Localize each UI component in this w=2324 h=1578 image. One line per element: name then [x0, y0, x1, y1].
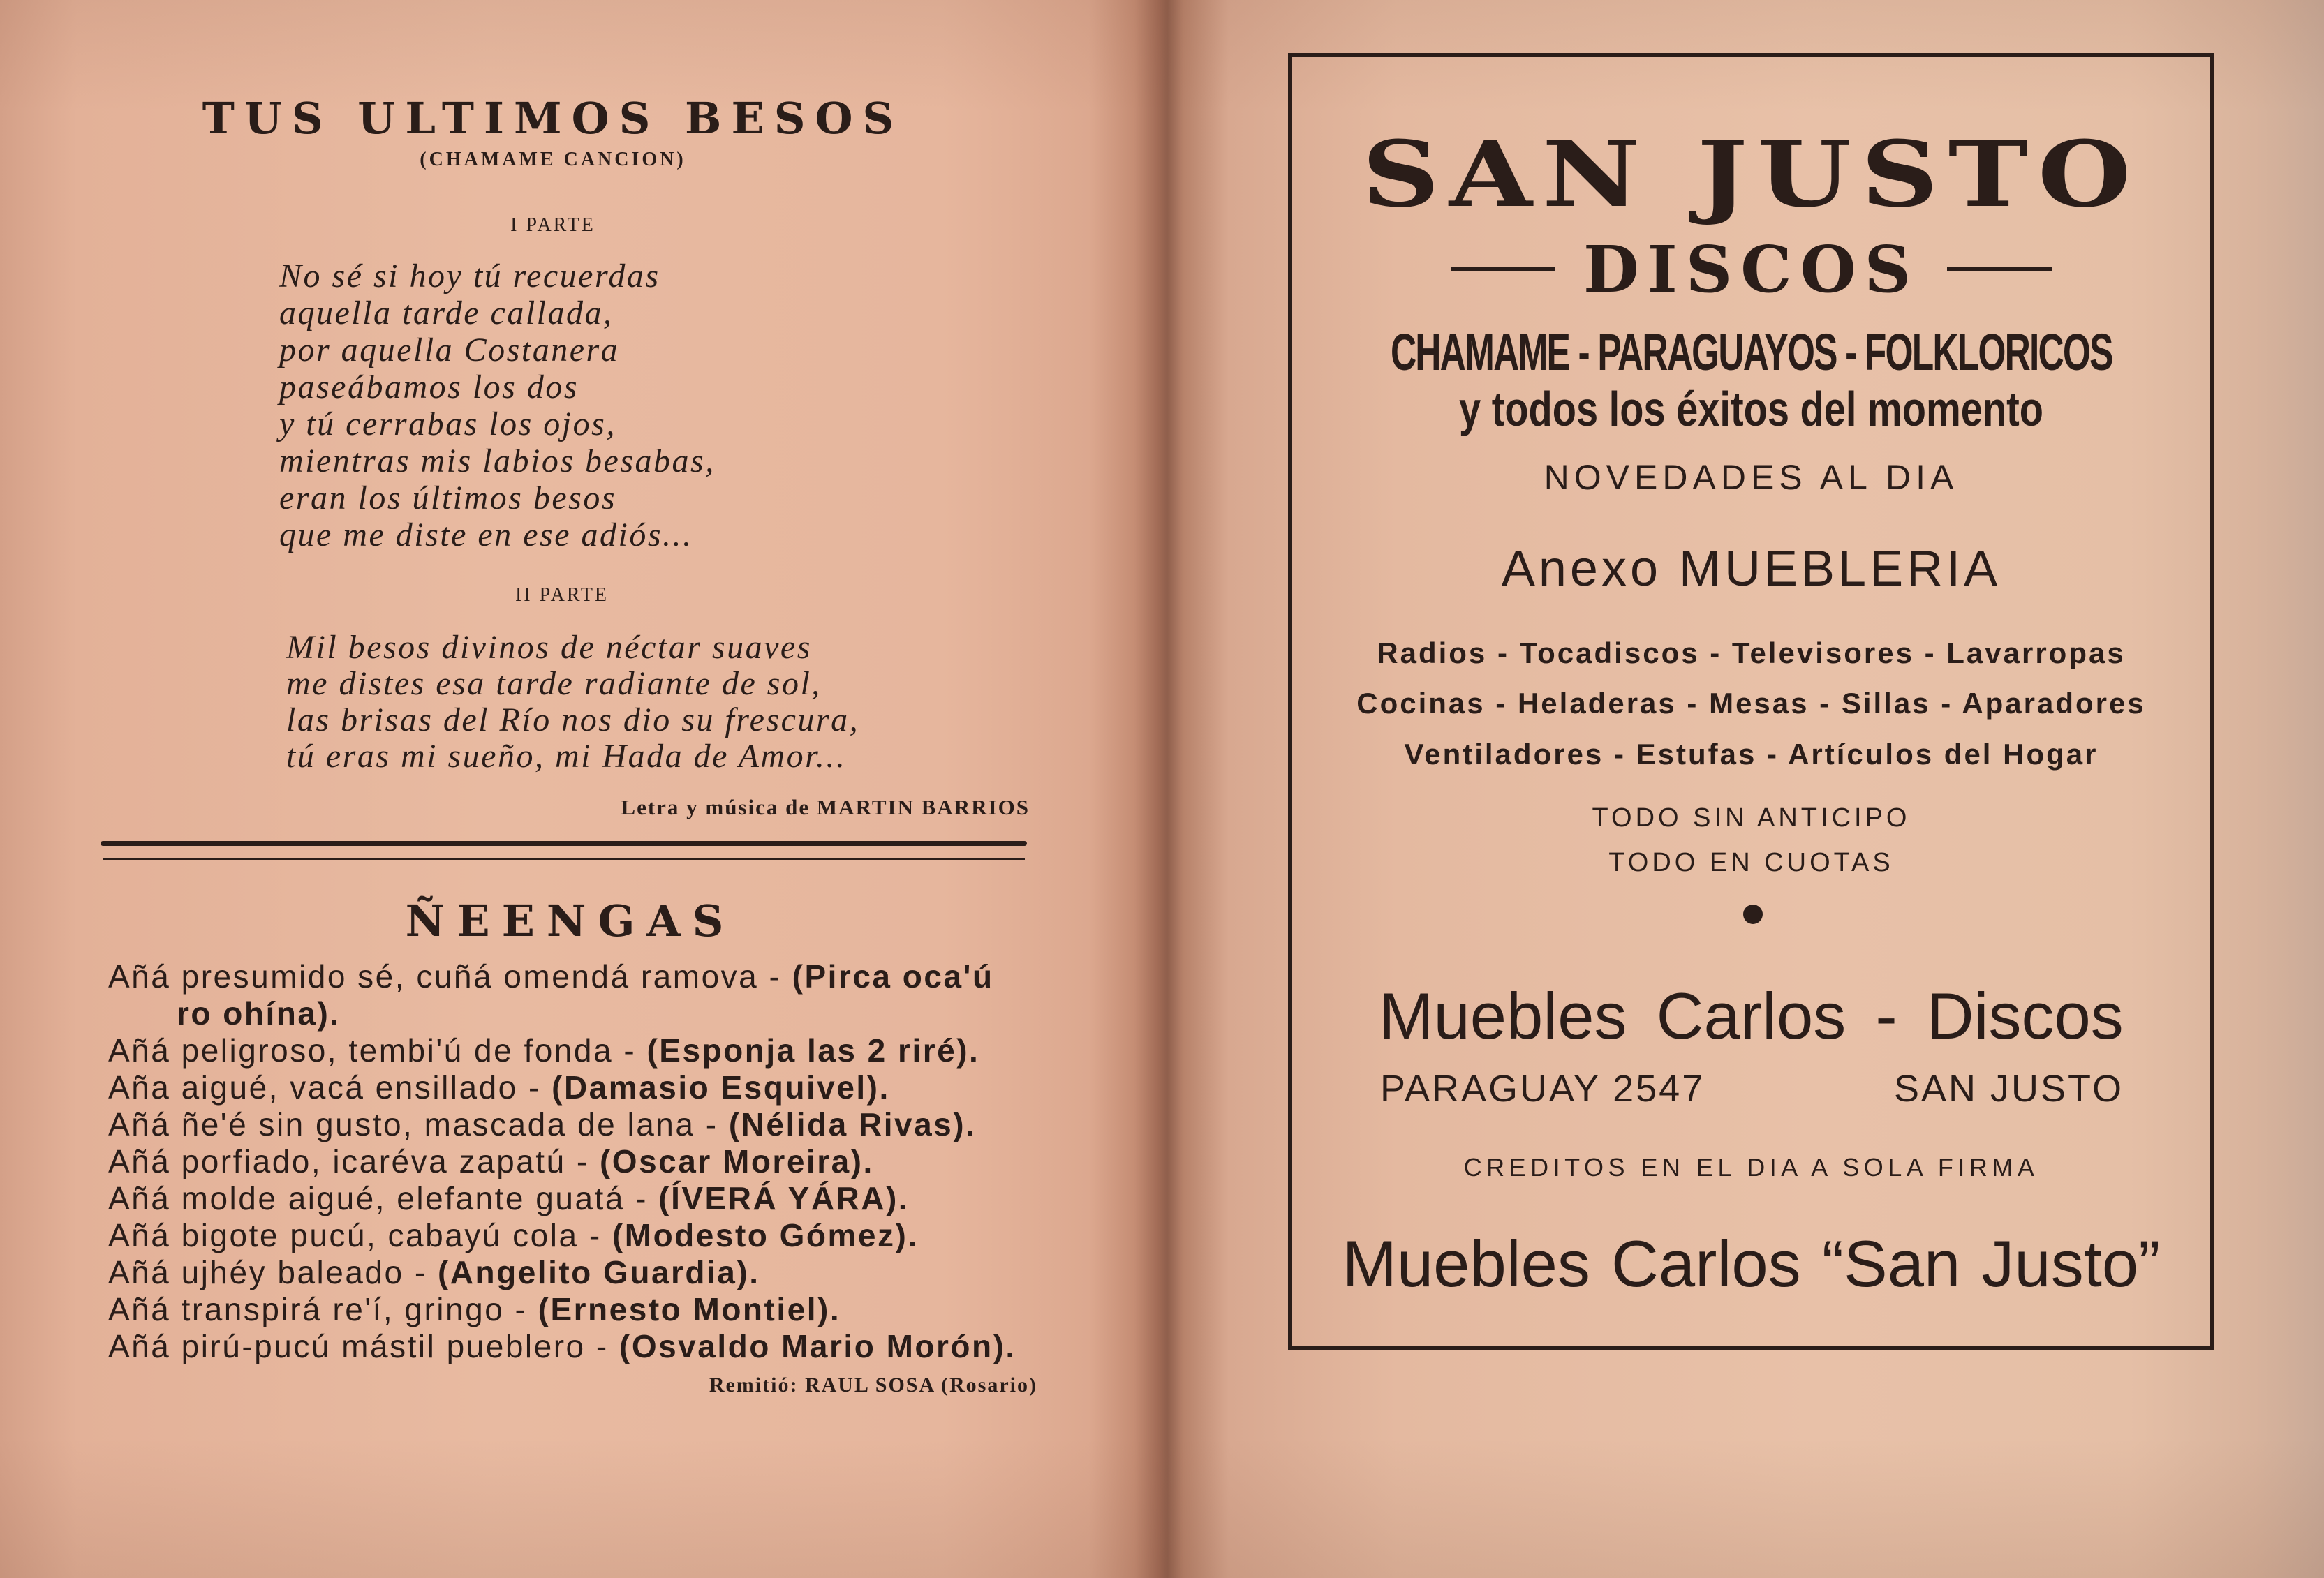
- item-text: Añá molde aigué, elefante guatá -: [108, 1180, 659, 1216]
- credit-prefix: Letra y música de: [621, 795, 811, 819]
- list-item: [108, 1069, 1016, 1106]
- list-item: [108, 1143, 1016, 1180]
- item-name: (Esponja las 2 riré).: [646, 1032, 980, 1069]
- list-item: [108, 1254, 1016, 1291]
- list-item-continuation: ro ohína).: [177, 995, 341, 1032]
- lyric-line: Mil besos divinos de néctar suaves: [286, 629, 812, 666]
- lyric-line: eran los últimos besos: [279, 479, 617, 516]
- lyric-line: No sé si hoy tú recuerdas: [279, 258, 660, 295]
- lyric-line: paseábamos los dos: [279, 369, 579, 405]
- item-name: (Osvaldo Mario Morón).: [619, 1328, 1016, 1364]
- song-credit: [0, 794, 1030, 821]
- ad-genres-text: CHAMAME - PARAGUAYOS - FOLKLORICOS: [1390, 322, 2112, 381]
- song-subtitle: (CHAMAME CANCION): [420, 149, 686, 170]
- ad-section-title: DISCOS: [1583, 232, 1920, 307]
- lyric-line: las brisas del Río nos dio su frescura,: [286, 701, 860, 738]
- ad-city: SAN JUSTO: [1893, 1068, 2124, 1110]
- part1-stanza: [279, 258, 716, 553]
- item-text: Añá ujhéy baleado -: [108, 1254, 438, 1290]
- lyric-line: me distes esa tarde radiante de sol,: [286, 665, 822, 702]
- sender-credit: [0, 1371, 1037, 1399]
- ad-term: TODO SIN ANTICIPO: [1592, 803, 1911, 833]
- ad-products-line: Cocinas - Heladeras - Mesas - Sillas - Aparadores: [1356, 687, 2146, 720]
- ad-credit-offer: CREDITOS EN EL DIA A SOLA FIRMA: [1463, 1153, 2039, 1182]
- neengas-title: ÑEENGAS: [405, 895, 736, 946]
- part1-label: I PARTE: [510, 214, 595, 236]
- item-text: Añá ñe'é sin gusto, mascada de lana -: [108, 1106, 729, 1142]
- lyric-line: aquella tarde callada,: [279, 295, 614, 332]
- ad-store-name: Muebles Carlos - Discos: [1379, 979, 2124, 1052]
- item-text: Añá transpirá re'í, gringo -: [108, 1291, 538, 1327]
- item-text: Añá presumido sé, cuñá omendá ramova -: [108, 958, 792, 995]
- bullet-dot: [1743, 905, 1763, 924]
- list-item: [108, 1106, 1016, 1143]
- ad-products-line: Radios - Tocadiscos - Televisores - Lavarropas: [1377, 637, 2126, 669]
- list-item: [108, 1180, 1016, 1217]
- item-text: Añá peligroso, tembi'ú de fonda -: [108, 1032, 647, 1069]
- divider-thin: [103, 858, 1025, 860]
- item-text: Añá pirú-pucú mástil pueblero -: [108, 1328, 619, 1364]
- divider-thick: [101, 841, 1027, 846]
- ad-brand: [1292, 121, 2210, 228]
- item-text: Aña aigué, vacá ensillado -: [108, 1069, 552, 1106]
- part2-label: II PARTE: [515, 584, 609, 606]
- part2-stanza: [286, 630, 859, 775]
- ad-term: TODO EN CUOTAS: [1608, 848, 1894, 877]
- ad-tagline: [1292, 381, 2210, 436]
- dash-left: [1451, 267, 1555, 271]
- list-item: [108, 1217, 1016, 1254]
- list-item: [108, 958, 1016, 995]
- lyric-line: por aquella Costanera: [279, 332, 620, 369]
- annex-prefix: Anexo: [1501, 541, 1662, 597]
- sender-name: RAUL SOSA: [804, 1374, 935, 1397]
- neengas-list: [108, 958, 1016, 1365]
- annex-name: MUEBLERIA: [1679, 541, 2001, 597]
- item-name: (Damasio Esquivel).: [552, 1069, 890, 1106]
- item-name: (Angelito Guardia).: [437, 1254, 760, 1290]
- item-name: (Modesto Gómez).: [612, 1217, 919, 1253]
- item-name: (Ernesto Montiel).: [538, 1291, 841, 1327]
- sender-city: (Rosario): [941, 1374, 1037, 1397]
- lyric-line: y tú cerrabas los ojos,: [279, 405, 616, 442]
- ad-annex: [1292, 541, 2210, 597]
- ad-genres: [1292, 322, 2210, 381]
- ad-address: PARAGUAY 2547: [1380, 1068, 1705, 1110]
- list-item: [108, 1328, 1016, 1365]
- item-name: (ÍVERÁ YÁRA).: [658, 1180, 910, 1216]
- ad-products-line: Ventiladores - Estufas - Artículos del Hogar: [1404, 738, 2099, 771]
- lyric-line: tú eras mi sueño, mi Hada de Amor...: [286, 738, 847, 775]
- ad-brand-text: SAN JUSTO: [1361, 121, 2141, 228]
- list-item: [108, 1032, 1016, 1069]
- sender-label: Remitió:: [709, 1374, 799, 1397]
- advertisement-box: [1288, 53, 2214, 1350]
- lyric-line: que me diste en ese adiós...: [279, 516, 693, 553]
- ad-news: NOVEDADES AL DIA: [1544, 458, 1959, 497]
- item-name: (Nélida Rivas).: [728, 1106, 977, 1142]
- item-name: (Pirca oca'ú: [792, 958, 994, 995]
- song-title: TUS ULTIMOS BESOS: [202, 93, 904, 144]
- item-text: Añá bigote pucú, cabayú cola -: [108, 1217, 612, 1253]
- ad-section-row: [1292, 232, 2210, 307]
- ad-footer-name: Muebles Carlos “San Justo”: [1342, 1227, 2161, 1300]
- item-name: (Oscar Moreira).: [599, 1143, 874, 1179]
- dash-right: [1947, 267, 2052, 271]
- credit-author: MARTIN BARRIOS: [816, 795, 1030, 819]
- list-item: [108, 1291, 1016, 1328]
- item-text: Añá porfiado, icaréva zapatú -: [108, 1143, 600, 1179]
- ad-tagline-text: y todos los éxitos del momento: [1458, 381, 2044, 436]
- lyric-line: mientras mis labios besabas,: [279, 442, 716, 479]
